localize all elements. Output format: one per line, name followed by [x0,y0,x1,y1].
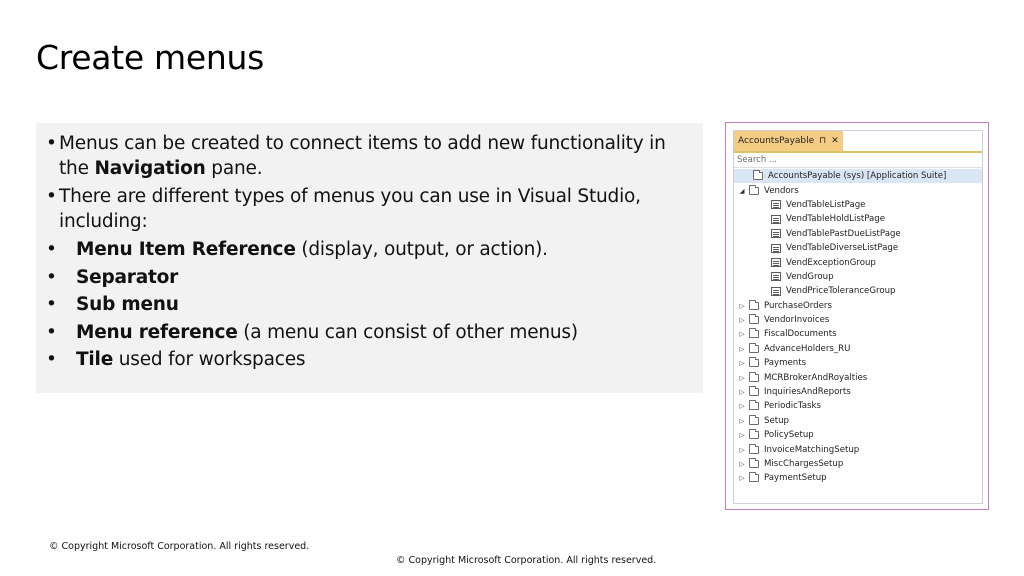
tree-item[interactable] [734,169,982,183]
expand-arrow-icon[interactable]: ▷ [739,402,745,411]
tab-label: AccountsPayable [738,136,815,146]
tree-item-label: InvoiceMatchingSetup [764,444,860,455]
slide-title: Create menus [36,38,265,77]
tree-item[interactable] [734,457,982,471]
bullet-bold: Navigation [94,158,206,179]
tree-item-label: VendGroup [786,271,834,282]
tree-item-label: FiscalDocuments [764,329,837,340]
folder-icon [749,417,759,425]
bullet-item [46,265,695,290]
folder-icon [749,388,759,396]
folder-icon [749,460,759,468]
tree-item[interactable] [734,342,982,356]
folder-icon [749,446,759,454]
tree-item-label: VendTableListPage [786,199,866,210]
solution-explorer-panel [733,130,983,504]
tree-item[interactable] [734,299,982,313]
tree-item-label: PurchaseOrders [764,300,832,311]
expand-arrow-icon[interactable]: ▷ [739,359,745,368]
tree-item-label: AccountsPayable (sys) [Application Suite] [768,171,947,182]
tree-item[interactable] [734,198,982,212]
bullet-list [36,123,703,372]
folder-icon [753,172,763,180]
bullet-text: Menus can be created to connect items to add new functionality in the [59,133,666,179]
tree-item[interactable] [734,414,982,428]
expand-arrow-icon[interactable]: ▷ [739,445,745,454]
folder-icon [749,374,759,382]
tree-item[interactable] [734,327,982,341]
menu-item-icon [771,287,781,296]
folder-icon [749,330,759,338]
tree-item[interactable] [734,442,982,456]
tree-item[interactable] [734,370,982,384]
tree-item-label: VendPriceToleranceGroup [786,286,896,297]
tree-item-label: Setup [764,415,790,426]
folder-icon [749,402,759,410]
folder-icon [749,187,759,195]
bullet-text-after: (display, output, or action). [295,239,548,260]
bullet-item [46,292,695,317]
tree-item[interactable] [734,270,982,284]
tree-item-label: VendTablePastDueListPage [786,228,901,239]
bullet-box [36,123,703,393]
bullet-bold: Tile [76,349,114,371]
folder-icon [749,359,759,367]
bullet-item [46,131,695,181]
tree-item[interactable] [734,183,982,197]
tree-item-label: MiscChargesSetup [764,459,844,469]
screenshot-frame [725,122,989,510]
expand-arrow-icon[interactable]: ▷ [739,301,745,310]
tree-item[interactable] [734,255,982,269]
tab-accounts-payable[interactable] [734,131,843,151]
bullet-item [46,347,695,372]
bullet-text-after: pane. [205,158,263,179]
expand-arrow-icon[interactable]: ▷ [739,373,745,382]
tree-item-label: Payments [764,358,807,369]
tree-item[interactable] [734,284,982,298]
tree-item-label: AdvanceHolders_RU [764,343,851,354]
tree-item[interactable] [734,356,982,370]
tree-item-label: PolicySetup [764,430,814,441]
menu-item-icon [771,272,781,281]
tab-strip [734,131,982,153]
expand-arrow-icon[interactable]: ▷ [739,431,745,440]
tree-item[interactable] [734,471,982,485]
collapse-arrow-icon[interactable]: ◢ [739,186,745,195]
folder-icon [749,345,759,353]
bullet-bold: Menu reference [76,321,238,343]
pin-icon[interactable]: ⊓ [819,135,827,146]
folder-icon [749,431,759,439]
bullet-item [46,184,695,234]
menu-item-icon [771,200,781,209]
bullet-item [46,320,695,345]
bullet-bold: Separator [76,266,179,288]
bullet-item [46,237,695,262]
close-icon[interactable]: ✕ [831,135,839,146]
tree-item-label: PeriodicTasks [764,401,821,412]
copyright-footer: © Copyright Microsoft Corporation. All rights reserved. [49,541,310,552]
tree-item[interactable] [734,241,982,255]
tree-item[interactable] [734,428,982,442]
tree-item-label: VendTableDiverseListPage [786,243,899,254]
tree-item-label: VendExceptionGroup [786,257,876,268]
tree-item[interactable] [734,385,982,399]
expand-arrow-icon[interactable]: ▷ [739,330,745,339]
tree-item-label: PaymentSetup [764,473,827,484]
tree-item[interactable] [734,399,982,413]
menu-tree [734,168,982,486]
tree-item-label: InquiriesAndReports [764,387,851,398]
folder-icon [749,316,759,324]
tree-item[interactable] [734,227,982,241]
expand-arrow-icon[interactable]: ▷ [739,316,745,325]
tree-item[interactable] [734,313,982,327]
bullet-text: There are different types of menus you can use in Visual Studio, including: [59,186,641,232]
tree-item-label: Vendors [764,185,799,196]
tree-item-label: VendTableHoldListPage [786,214,886,225]
bullet-bold: Sub menu [76,294,179,316]
bullet-bold: Menu Item Reference [76,239,296,260]
folder-icon [749,302,759,310]
tree-item-label: MCRBrokerAndRoyalties [764,372,868,383]
bullet-text-after: used for workspaces [113,349,306,371]
menu-item-icon [771,229,781,238]
expand-arrow-icon[interactable]: ▷ [739,460,745,468]
expand-arrow-icon[interactable]: ▷ [739,388,745,397]
expand-arrow-icon[interactable]: ▷ [739,474,745,483]
copyright-center: © Copyright Microsoft Corporation. All rights reserved. [396,555,657,566]
tree-item-label: VendorInvoices [764,315,830,326]
menu-item-icon [771,215,781,224]
bullet-text-after: (a menu can consist of other menus) [237,321,578,343]
expand-arrow-icon[interactable]: ▷ [739,344,745,353]
expand-arrow-icon[interactable]: ▷ [739,416,745,425]
folder-icon [749,474,759,482]
menu-item-icon [771,244,781,253]
search-input[interactable] [734,153,982,168]
menu-item-icon [771,258,781,267]
tree-item[interactable] [734,212,982,226]
